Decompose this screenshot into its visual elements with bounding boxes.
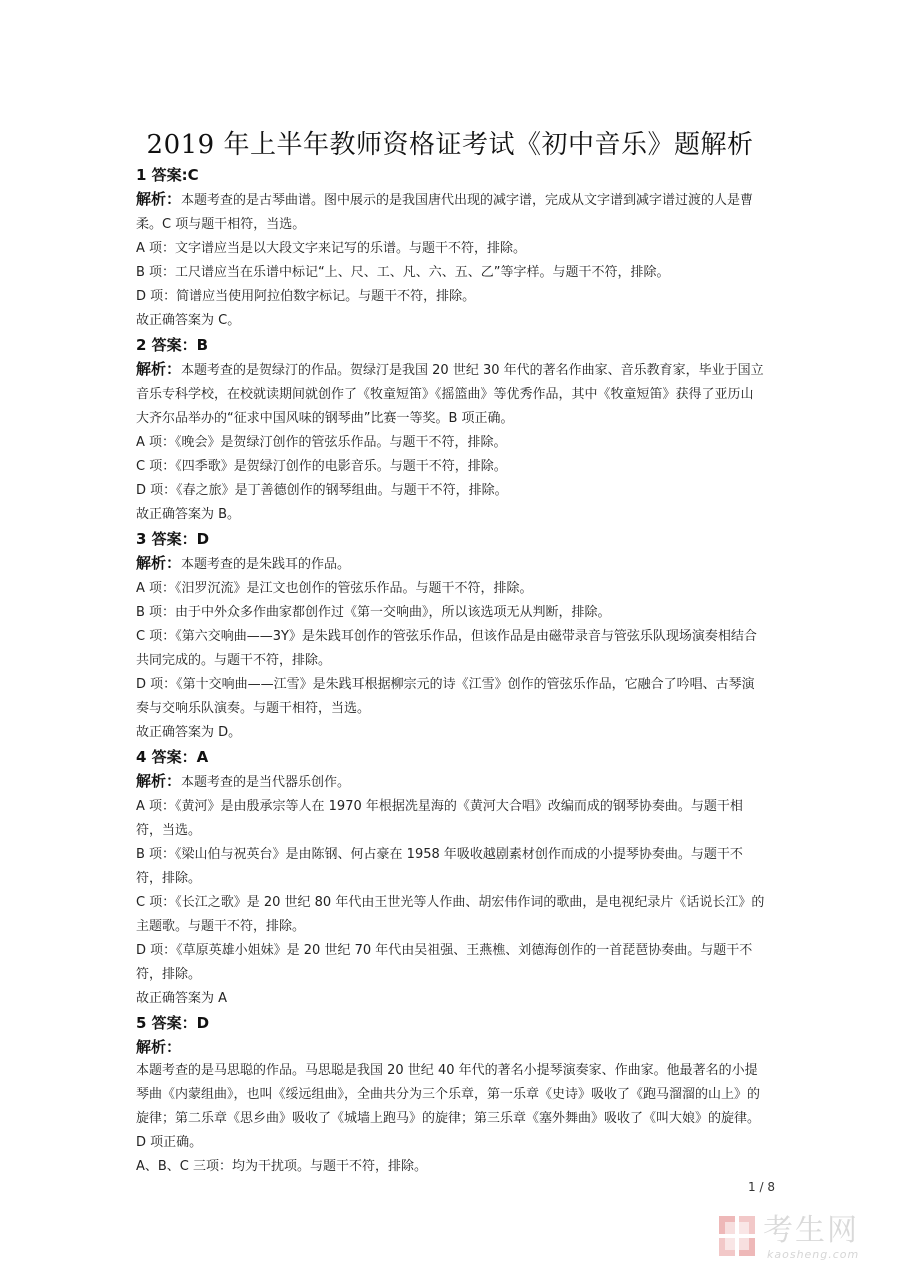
analysis-paragraph <box>136 357 766 431</box>
watermark-brand: 考生网 <box>763 1213 859 1248</box>
question-2 <box>136 333 766 527</box>
conclusion-line: 故正确答案为 B。 <box>136 507 241 522</box>
option-line: A、B、C 三项：均为干扰项。与题干不符，排除。 <box>136 1159 428 1174</box>
watermark-logo <box>715 1212 895 1262</box>
option-line: D 项：《春之旅》是丁善德创作的钢琴组曲。与题干不符，排除。 <box>136 483 508 498</box>
conclusion-line: 故正确答案为 A <box>136 991 228 1006</box>
kaosheng-logo-icon <box>717 1214 759 1260</box>
option-line: B 项：由于中外众多作曲家都创作过《第一交响曲》，所以该选项无从判断，排除。 <box>136 605 611 620</box>
option-line: C 项：《第六交响曲——3Y》是朱践耳创作的管弦乐作品，但该作品是由磁带录音与管弦乐队现场演奏相结合共同完成的。与题干不符，排除。 <box>136 629 757 668</box>
analysis-text: 本题考查的是贺绿汀的作品。贺绿汀是我国 20 世纪 30 年代的著名作曲家、音乐教育家，毕业于国立音乐专科学校，在校就读期间就创作了《牧童短笛》《摇篮曲》等优秀作品，其中《牧童短笛》获得了亚历山大齐尔品举办的“征求中国风味的钢琴曲”比赛一等奖。B 项正确。 <box>136 363 764 426</box>
conclusion-line: 故正确答案为 C。 <box>136 313 241 328</box>
analysis-label: 解析： <box>136 360 182 378</box>
analysis-text: 本题考查的是马思聪的作品。马思聪是我国 20 世纪 40 年代的著名小提琴演奏家、作曲家。他最著名的小提琴曲《内蒙组曲》，也叫《绥远组曲》，全曲共分为三个乐章，第一乐章《史诗》吸收了《跑马溜溜的山上》的旋律；第二乐章《思乡曲》吸收了《城墙上跑马》的旋律；第三乐章《塞外舞曲》吸收了《叫大娘》的旋律。D 项正确。 <box>136 1063 761 1150</box>
question-4 <box>136 745 766 1011</box>
analysis-text: 本题考查的是古琴曲谱。图中展示的是我国唐代出现的减字谱，完成从文字谱到减字谱过渡的人是曹柔。C 项与题干相符，当选。 <box>136 193 754 232</box>
option-line: B 项：《梁山伯与祝英台》是由陈钢、何占豪在 1958 年吸收越剧素材创作而成的小提琴协奏曲。与题干不符，排除。 <box>136 847 743 886</box>
answer-heading: 4 答案：A <box>136 748 209 766</box>
option-line: A 项：《汨罗沉流》是江文也创作的管弦乐作品。与题干不符，排除。 <box>136 581 533 596</box>
answer-heading: 5 答案：D <box>136 1014 210 1032</box>
answer-heading: 1 答案:C <box>136 166 199 184</box>
analysis-paragraph <box>136 187 766 237</box>
analysis-label: 解析： <box>136 554 182 572</box>
page-number: 1 / 8 <box>748 1180 775 1194</box>
analysis-text: 本题考查的是朱践耳的作品。 <box>181 557 351 572</box>
analysis-label: 解析： <box>136 190 182 208</box>
option-line: B 项：工尺谱应当在乐谱中标记“上、尺、工、凡、六、五、乙”等字样。与题干不符，排除。 <box>136 265 670 280</box>
analysis-paragraph <box>136 769 766 795</box>
question-3 <box>136 527 766 745</box>
analysis-paragraph <box>136 551 766 577</box>
document-body <box>136 163 766 1179</box>
option-line: D 项：《第十交响曲——江雪》是朱践耳根据柳宗元的诗《江雪》创作的管弦乐作品，它融合了吟唱、古琴演奏与交响乐队演奏。与题干相符，当选。 <box>136 677 755 716</box>
answer-heading: 3 答案：D <box>136 530 210 548</box>
watermark-domain: kaosheng.com <box>767 1248 860 1261</box>
answer-heading: 2 答案：B <box>136 336 209 354</box>
analysis-label: 解析： <box>136 772 182 790</box>
analysis-text: 本题考查的是当代器乐创作。 <box>181 775 351 790</box>
option-line: C 项：《长江之歌》是 20 世纪 80 年代由王世光等人作曲、胡宏伟作词的歌曲，是电视纪录片《话说长江》的主题歌。与题干不符，排除。 <box>136 895 765 934</box>
question-1 <box>136 163 766 333</box>
option-line: D 项：《草原英雄小姐妹》是 20 世纪 70 年代由吴祖强、王燕樵、刘德海创作的一首琵琶协奏曲。与题干不符，排除。 <box>136 943 753 982</box>
document-title: 2019 年上半年教师资格证考试《初中音乐》题解析 <box>146 130 754 160</box>
option-line: A 项：文字谱应当是以大段文字来记写的乐谱。与题干不符，排除。 <box>136 241 527 256</box>
option-line: D 项：简谱应当使用阿拉伯数字标记。与题干不符，排除。 <box>136 289 476 304</box>
option-line: C 项：《四季歌》是贺绿汀创作的电影音乐。与题干不符，排除。 <box>136 459 507 474</box>
question-5 <box>136 1011 766 1179</box>
option-line: A 项：《晚会》是贺绿汀创作的管弦乐作品。与题干不符，排除。 <box>136 435 507 450</box>
conclusion-line: 故正确答案为 D。 <box>136 725 242 740</box>
option-line: A 项：《黄河》是由殷承宗等人在 1970 年根据冼星海的《黄河大合唱》改编而成的钢琴协奏曲。与题干相符，当选。 <box>136 799 743 838</box>
analysis-label: 解析： <box>136 1038 182 1056</box>
